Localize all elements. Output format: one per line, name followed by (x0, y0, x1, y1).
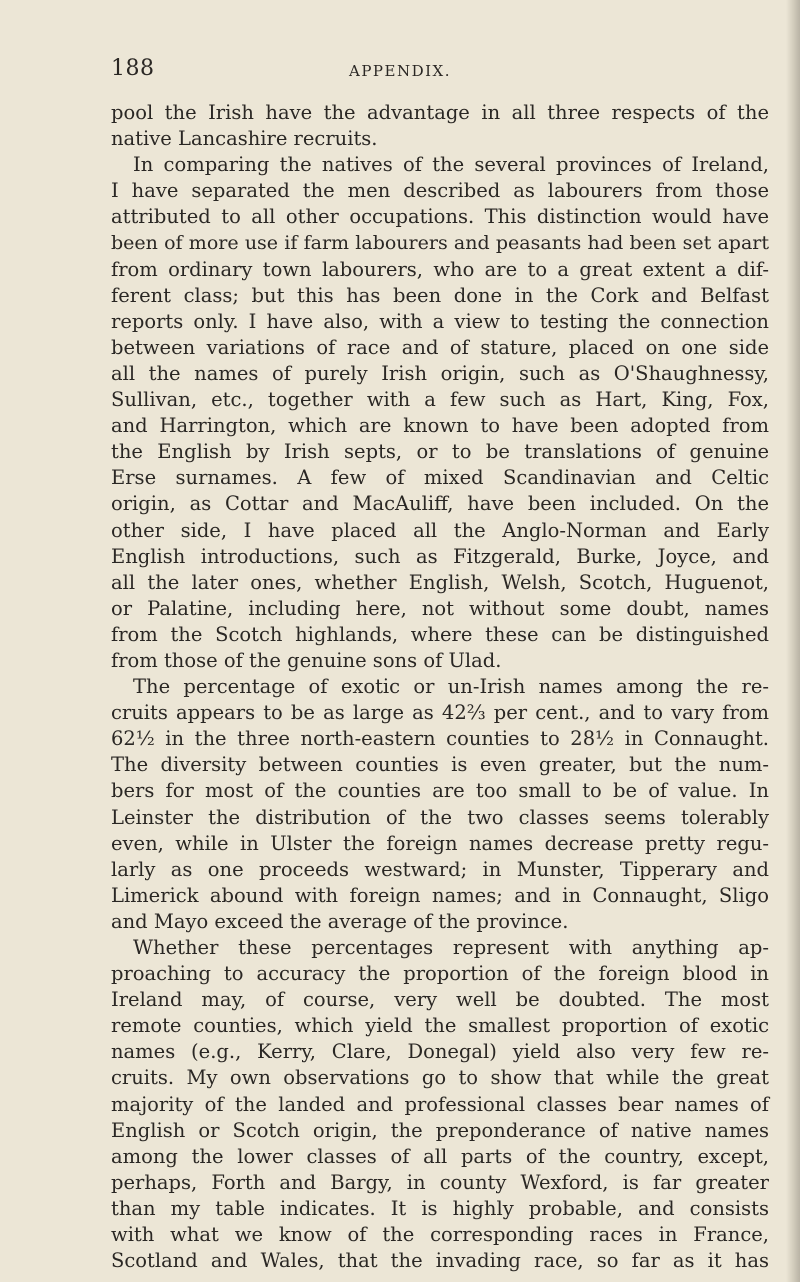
text-line: remote counties, which yield the smallest proportion of exotic (111, 1014, 769, 1038)
text-line: majority of the landed and professional classes bear names of (111, 1092, 769, 1116)
text-line: cruits. My own observations go to show that while the great (111, 1066, 769, 1090)
text-line: The percentage of exotic or un-Irish names among the re- (133, 675, 769, 699)
text-line: and Mayo exceed the average of the province. (111, 909, 569, 933)
text-line: larly as one proceeds westward; in Munster, Tipperary and (111, 857, 769, 881)
text-line: from those of the genuine sons of Ulad. (111, 648, 502, 672)
text-line: than my table indicates. It is highly probable, and consists (111, 1196, 769, 1220)
text-line: native Lancashire recruits. (111, 127, 378, 151)
text-line: Ireland may, of course, very well be doubted. The most (111, 988, 769, 1012)
text-line: 62½ in the three north-eastern counties to 28½ in Connaught. (111, 727, 769, 751)
text-line: from ordinary town labourers, who are to a great extent a dif- (111, 257, 769, 281)
text-line: pool the Irish have the advantage in all three respects of the (111, 101, 769, 124)
text-line: Scotland and Wales, that the invading race, so far as it has (111, 1249, 769, 1273)
text-line: Whether these percentages represent with anything ap- (133, 936, 769, 959)
running-head: APPENDIX. (349, 62, 451, 80)
text-line: other side, I have placed all the Anglo-Norman and Early (111, 518, 769, 542)
page-number: 188 (111, 56, 155, 81)
text-line: The diversity between counties is even greater, but the num- (111, 753, 769, 777)
text-line: attributed to all other occupations. This distinction would have (111, 205, 769, 229)
text-line: In comparing the natives of the several provinces of Ireland, (133, 153, 769, 177)
text-line: proaching to accuracy the proportion of the foreign blood in (111, 962, 769, 986)
text-line: Sullivan, etc., together with a few such as Hart, King, Fox, (111, 388, 769, 412)
text-line: all the names of purely Irish origin, such as O'Shaughnessy, (111, 361, 769, 385)
text-line: all the later ones, whether English, Welsh, Scotch, Huguenot, (111, 570, 769, 594)
text-line: origin, as Cottar and MacAuliff, have been included. On the (111, 492, 769, 516)
text-line: I have separated the men described as labourers from those (111, 179, 769, 203)
page-edge-shadow (786, 0, 800, 1282)
text-line: English or Scotch origin, the preponderance of native names (111, 1118, 769, 1142)
text-line: perhaps, Forth and Bargy, in county Wexford, is far greater (111, 1170, 769, 1194)
text-line: Leinster the distribution of the two classes seems tolerably (111, 805, 769, 829)
text-line: from the Scotch highlands, where these can be distinguished (111, 622, 769, 646)
text-line: bers for most of the counties are too small to be of value. In (111, 779, 769, 803)
body-text (111, 100, 769, 1274)
page-header (0, 56, 800, 86)
text-line: between variations of race and of stature, placed on one side (111, 335, 769, 359)
text-line: Limerick abound with foreign names; and in Connaught, Sligo (111, 883, 769, 907)
text-line: names (e.g., Kerry, Clare, Donegal) yield also very few re- (111, 1040, 769, 1064)
text-line: cruits appears to be as large as 42⅔ per cent., and to vary from (111, 701, 769, 725)
text-line: reports only. I have also, with a view to testing the connection (111, 309, 769, 333)
text-line: and Harrington, which are known to have been adopted from (111, 414, 769, 438)
text-line: been of more use if farm labourers and peasants had been set apart (111, 232, 769, 255)
text-line: even, while in Ulster the foreign names decrease pretty regu- (111, 831, 769, 855)
text-line: Erse surnames. A few of mixed Scandinavian and Celtic (111, 466, 769, 490)
text-line: English introductions, such as Fitzgerald, Burke, Joyce, and (111, 544, 769, 568)
text-line: the English by Irish septs, or to be translations of genuine (111, 440, 769, 464)
text-line: among the lower classes of all parts of the country, except, (111, 1144, 769, 1168)
text-line: or Palatine, including here, not without some doubt, names (111, 596, 769, 620)
text-line: ferent class; but this has been done in the Cork and Belfast (111, 283, 769, 307)
text-line: with what we know of the corresponding races in France, (111, 1223, 769, 1247)
